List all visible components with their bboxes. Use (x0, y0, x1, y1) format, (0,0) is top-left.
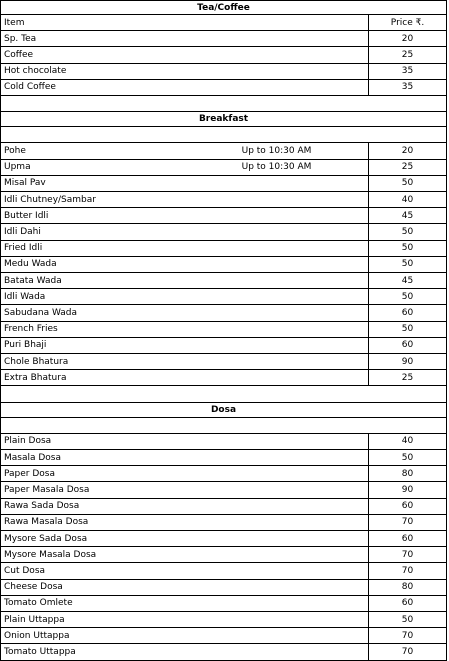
item-name: Masala Dosa (0, 450, 185, 465)
item-note (185, 257, 368, 272)
section-header-row (0, 403, 447, 418)
item-price: 60 (368, 338, 447, 353)
table-row (0, 612, 447, 628)
item-name: Hot chocolate (0, 64, 185, 79)
item-price: 50 (368, 450, 447, 465)
table-row (0, 370, 447, 386)
item-note (185, 628, 368, 643)
item-name: Idli Dahi (0, 224, 185, 239)
item-price: 70 (368, 628, 447, 643)
item-price: 35 (368, 80, 447, 95)
blank-cell (0, 96, 447, 111)
blank-row (0, 127, 447, 143)
item-price: 80 (368, 580, 447, 595)
item-name: Mysore Masala Dosa (0, 547, 185, 562)
item-name: Mysore Sada Dosa (0, 531, 185, 546)
table-row (0, 160, 447, 176)
item-note (185, 305, 368, 320)
section-title: Breakfast (0, 112, 447, 126)
table-row (0, 596, 447, 612)
item-price: 50 (368, 612, 447, 627)
item-note (185, 47, 368, 62)
item-price: 20 (368, 31, 447, 46)
table-row (0, 289, 447, 305)
item-price: 90 (368, 354, 447, 369)
table-row (0, 434, 447, 450)
item-name: Rawa Sada Dosa (0, 499, 185, 514)
item-note (185, 596, 368, 611)
item-name: Medu Wada (0, 257, 185, 272)
item-note (185, 289, 368, 304)
section-header-row (0, 0, 447, 15)
item-price: 60 (368, 305, 447, 320)
item-price: 50 (368, 257, 447, 272)
item-note (185, 612, 368, 627)
section-title: Tea/Coffee (0, 1, 447, 14)
item-price: 70 (368, 515, 447, 530)
item-name: Pohe (0, 143, 185, 158)
item-note (185, 434, 368, 449)
table-row (0, 143, 447, 159)
table-row (0, 80, 447, 96)
item-name: Upma (0, 160, 185, 175)
column-header-price: Price ₹. (368, 15, 447, 30)
item-note (185, 224, 368, 239)
table-row (0, 208, 447, 224)
table-row (0, 628, 447, 644)
item-name: Chole Bhatura (0, 354, 185, 369)
item-note (185, 241, 368, 256)
table-row (0, 176, 447, 192)
item-note (185, 273, 368, 288)
table-row (0, 547, 447, 563)
table-row (0, 64, 447, 80)
item-name: Paper Dosa (0, 466, 185, 481)
item-name: Plain Dosa (0, 434, 185, 449)
item-note (185, 466, 368, 481)
blank-cell (0, 418, 447, 433)
item-note: Up to 10:30 AM (241, 145, 312, 156)
item-name: Batata Wada (0, 273, 185, 288)
item-price: 35 (368, 64, 447, 79)
item-note: Up to 10:30 AM (241, 162, 312, 173)
item-name: Cheese Dosa (0, 580, 185, 595)
item-name: Paper Masala Dosa (0, 482, 185, 497)
item-name: Idli Wada (0, 289, 185, 304)
item-name: Cut Dosa (0, 563, 185, 578)
item-price: 45 (368, 273, 447, 288)
item-name: Fried Idli (0, 241, 185, 256)
item-price: 40 (368, 192, 447, 207)
table-row (0, 644, 447, 660)
item-price: 50 (368, 224, 447, 239)
item-name: French Fries (0, 322, 185, 337)
blank-row (0, 386, 447, 402)
table-row (0, 257, 447, 273)
blank-row (0, 418, 447, 434)
item-note (185, 322, 368, 337)
item-name: Plain Uttappa (0, 612, 185, 627)
table-row (0, 305, 447, 321)
item-note (185, 644, 368, 659)
table-row (0, 31, 447, 47)
item-price: 70 (368, 563, 447, 578)
column-header-item: Item (0, 15, 185, 30)
item-price: 90 (368, 482, 447, 497)
item-name: Onion Uttappa (0, 628, 185, 643)
table-row (0, 192, 447, 208)
table-row (0, 273, 447, 289)
item-note (185, 515, 368, 530)
item-note (185, 531, 368, 546)
column-header-note (185, 15, 368, 30)
item-price: 60 (368, 531, 447, 546)
item-price: 25 (368, 47, 447, 62)
item-price: 50 (368, 289, 447, 304)
table-row (0, 466, 447, 482)
item-note (185, 370, 368, 385)
item-price: 50 (368, 241, 447, 256)
item-name: Tomato Omlete (0, 596, 185, 611)
item-note (185, 80, 368, 95)
item-note (185, 64, 368, 79)
table-row (0, 563, 447, 579)
item-name: Sp. Tea (0, 31, 185, 46)
item-note (185, 482, 368, 497)
item-name: Puri Bhaji (0, 338, 185, 353)
item-price: 50 (368, 176, 447, 191)
blank-cell (0, 386, 447, 401)
item-price: 20 (368, 143, 447, 158)
item-price: 25 (368, 370, 447, 385)
item-note (185, 192, 368, 207)
item-price: 60 (368, 499, 447, 514)
item-price: 25 (368, 160, 447, 175)
item-price: 70 (368, 644, 447, 659)
table-row (0, 531, 447, 547)
item-name: Sabudana Wada (0, 305, 185, 320)
item-note (185, 450, 368, 465)
item-note (185, 31, 368, 46)
section-header-row (0, 112, 447, 127)
blank-cell (0, 127, 447, 142)
item-price: 70 (368, 547, 447, 562)
item-note (185, 499, 368, 514)
item-price: 40 (368, 434, 447, 449)
blank-row (0, 96, 447, 112)
item-name: Rawa Masala Dosa (0, 515, 185, 530)
table-row (0, 354, 447, 370)
column-header-row (0, 15, 447, 31)
item-name: Misal Pav (0, 176, 185, 191)
table-row (0, 515, 447, 531)
item-price: 80 (368, 466, 447, 481)
item-note (185, 208, 368, 223)
item-price: 45 (368, 208, 447, 223)
item-name: Idli Chutney/Sambar (0, 192, 185, 207)
table-row (0, 47, 447, 63)
item-name: Cold Coffee (0, 80, 185, 95)
table-row (0, 580, 447, 596)
section-title: Dosa (0, 403, 447, 417)
item-name: Coffee (0, 47, 185, 62)
table-row (0, 241, 447, 257)
table-row (0, 482, 447, 498)
table-row (0, 450, 447, 466)
item-note (185, 580, 368, 595)
item-note (185, 176, 368, 191)
table-row (0, 499, 447, 515)
item-price: 60 (368, 596, 447, 611)
table-row (0, 338, 447, 354)
table-row (0, 224, 447, 240)
item-name: Tomato Uttappa (0, 644, 185, 659)
item-price: 50 (368, 322, 447, 337)
item-note (185, 354, 368, 369)
item-note (185, 563, 368, 578)
item-note (185, 338, 368, 353)
table-row (0, 322, 447, 338)
item-note (185, 547, 368, 562)
item-name: Extra Bhatura (0, 370, 185, 385)
item-name: Butter Idli (0, 208, 185, 223)
